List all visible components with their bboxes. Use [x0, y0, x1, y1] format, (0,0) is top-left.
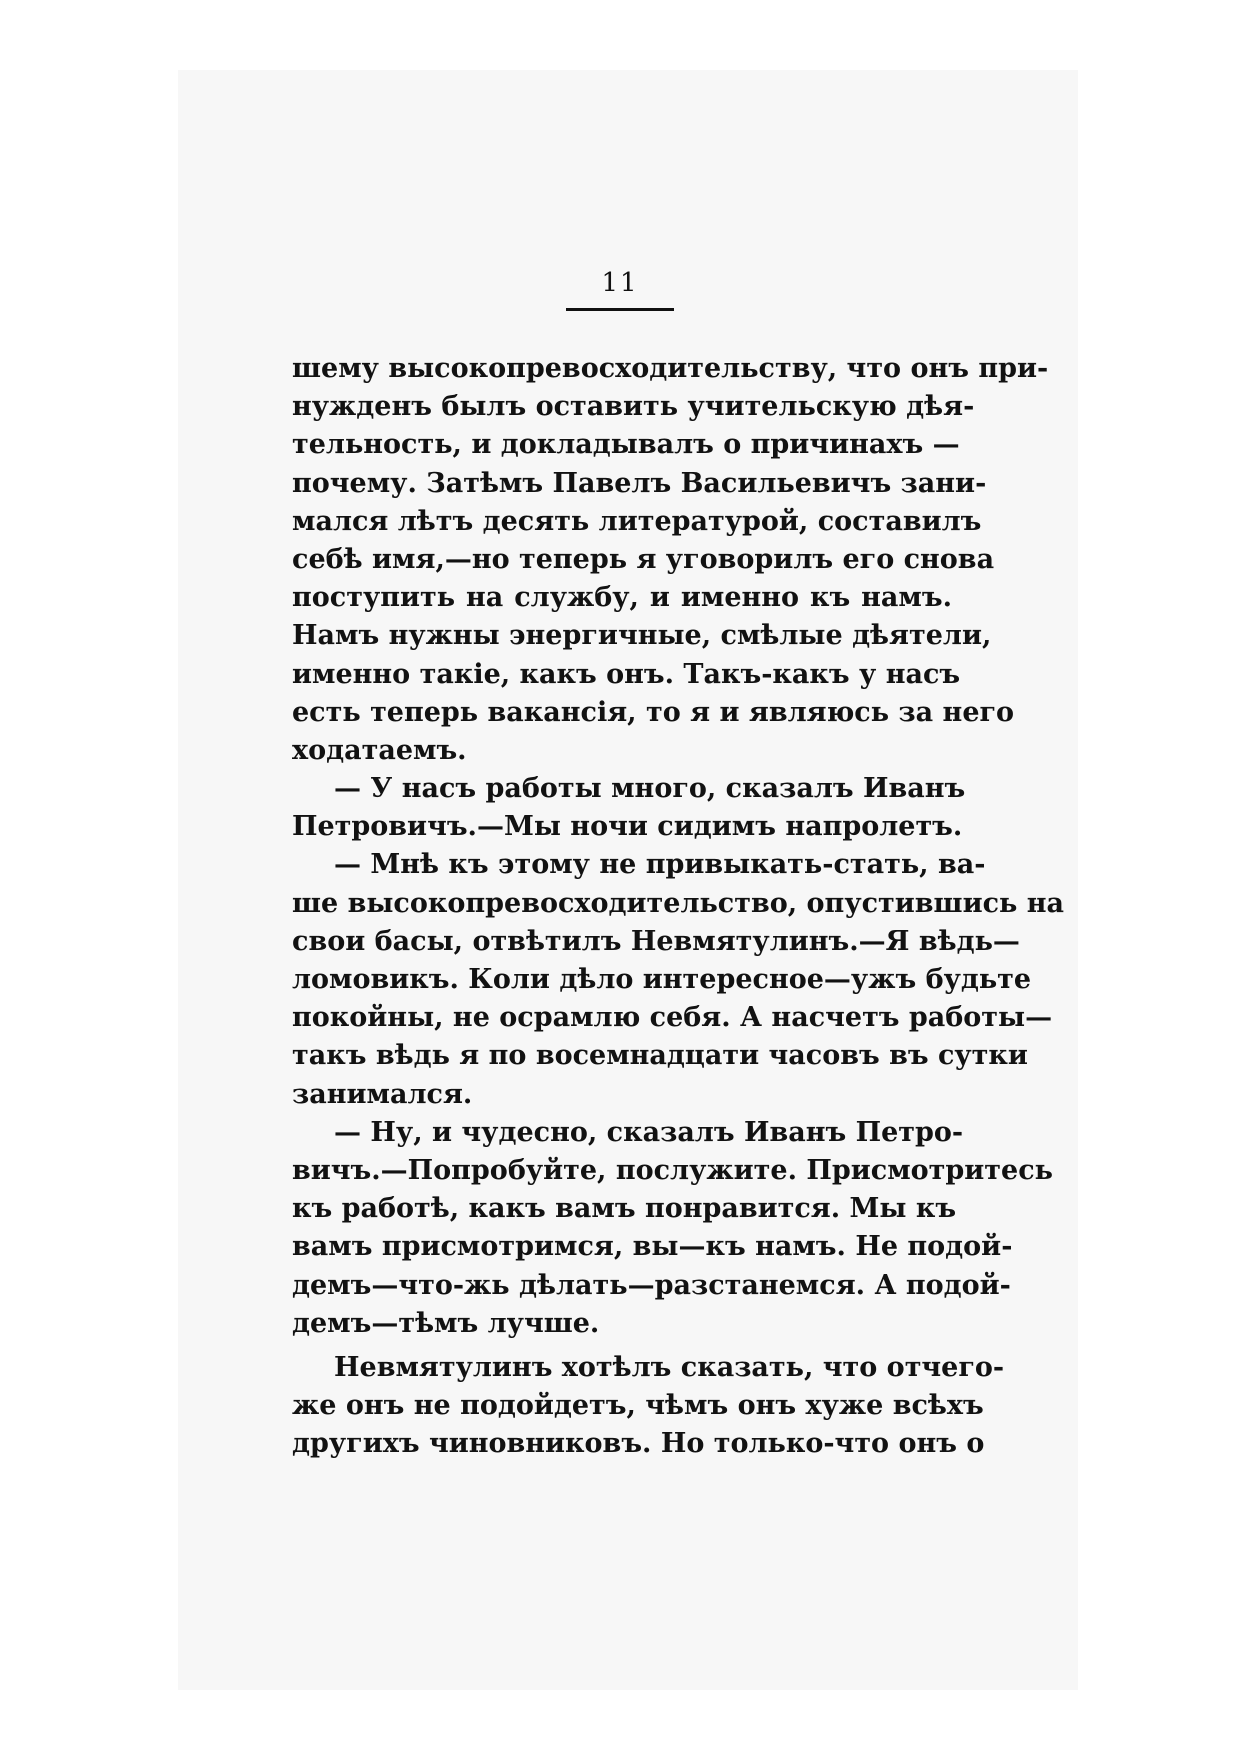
text-line: ше высокопревосходительство, опустившись на [292, 887, 1065, 919]
text-line: поступить на службу, и именно къ намъ. [292, 582, 952, 614]
text-line: занимался. [292, 1078, 473, 1110]
text-line: ходатаемъ. [292, 734, 467, 766]
text-line: вичъ.—Попробуйте, послужите. Присмотритесь [292, 1154, 1053, 1186]
text-line: — У насъ работы много, сказалъ Иванъ [334, 773, 966, 805]
text-line: тельность, и докладывалъ о причинахъ — [292, 429, 960, 461]
text-line: Невмятулинъ хотѣлъ сказать, что отчего- [334, 1351, 1005, 1383]
text-line: есть теперь вакансія, то я и являюсь за него [292, 696, 1015, 728]
text-line: же онъ не подойдетъ, чѣмъ онъ хуже всѣхъ [292, 1390, 984, 1422]
page-number-rule [566, 308, 674, 311]
text-line: вамъ присмотримся, вы—къ намъ. Не подой- [292, 1231, 1013, 1263]
body-text [292, 350, 1065, 1463]
text-line: ломовикъ. Коли дѣло интересное—ужъ будьте [292, 964, 1032, 995]
text-line: такъ вѣдь я по восемнадцати часовъ въ сутки [292, 1040, 1028, 1072]
text-line: Намъ нужны энергичные, смѣлые дѣятели, [292, 620, 992, 652]
text-line: — Мнѣ къ этому не привыкать-стать, ва- [334, 849, 986, 881]
text-line: другихъ чиновниковъ. Но только-что онъ о [292, 1428, 985, 1460]
text-line: почему. Затѣмъ Павелъ Васильевичъ зани- [292, 467, 987, 499]
text-line: мался лѣтъ десять литературой, составилъ [292, 505, 982, 537]
text-line: нужденъ былъ оставить учительскую дѣя- [292, 391, 975, 423]
text-line: именно такіе, какъ онъ. Такъ-какъ у насъ [292, 658, 961, 690]
text-line: демъ—тѣмъ лучше. [292, 1307, 600, 1339]
text-line: себѣ имя,—но теперь я уговорилъ его снова [292, 543, 995, 575]
text-line: демъ—что-жь дѣлать—разстанемся. А подой- [292, 1269, 1011, 1301]
text-line: Петровичъ.—Мы ночи сидимъ напролетъ. [292, 811, 963, 843]
text-line: къ работѣ, какъ вамъ понравится. Мы къ [292, 1193, 957, 1225]
text-line: — Ну, и чудесно, сказалъ Иванъ Петро- [334, 1116, 964, 1148]
text-line: шему высокопревосходительству, что онъ при- [292, 353, 1049, 384]
text-line: свои басы, отвѣтилъ Невмятулинъ.—Я вѣдь— [292, 925, 1020, 957]
text-line: покойны, не осрамлю себя. А насчетъ работы— [292, 1002, 1053, 1034]
page-number: 11 [601, 268, 639, 298]
